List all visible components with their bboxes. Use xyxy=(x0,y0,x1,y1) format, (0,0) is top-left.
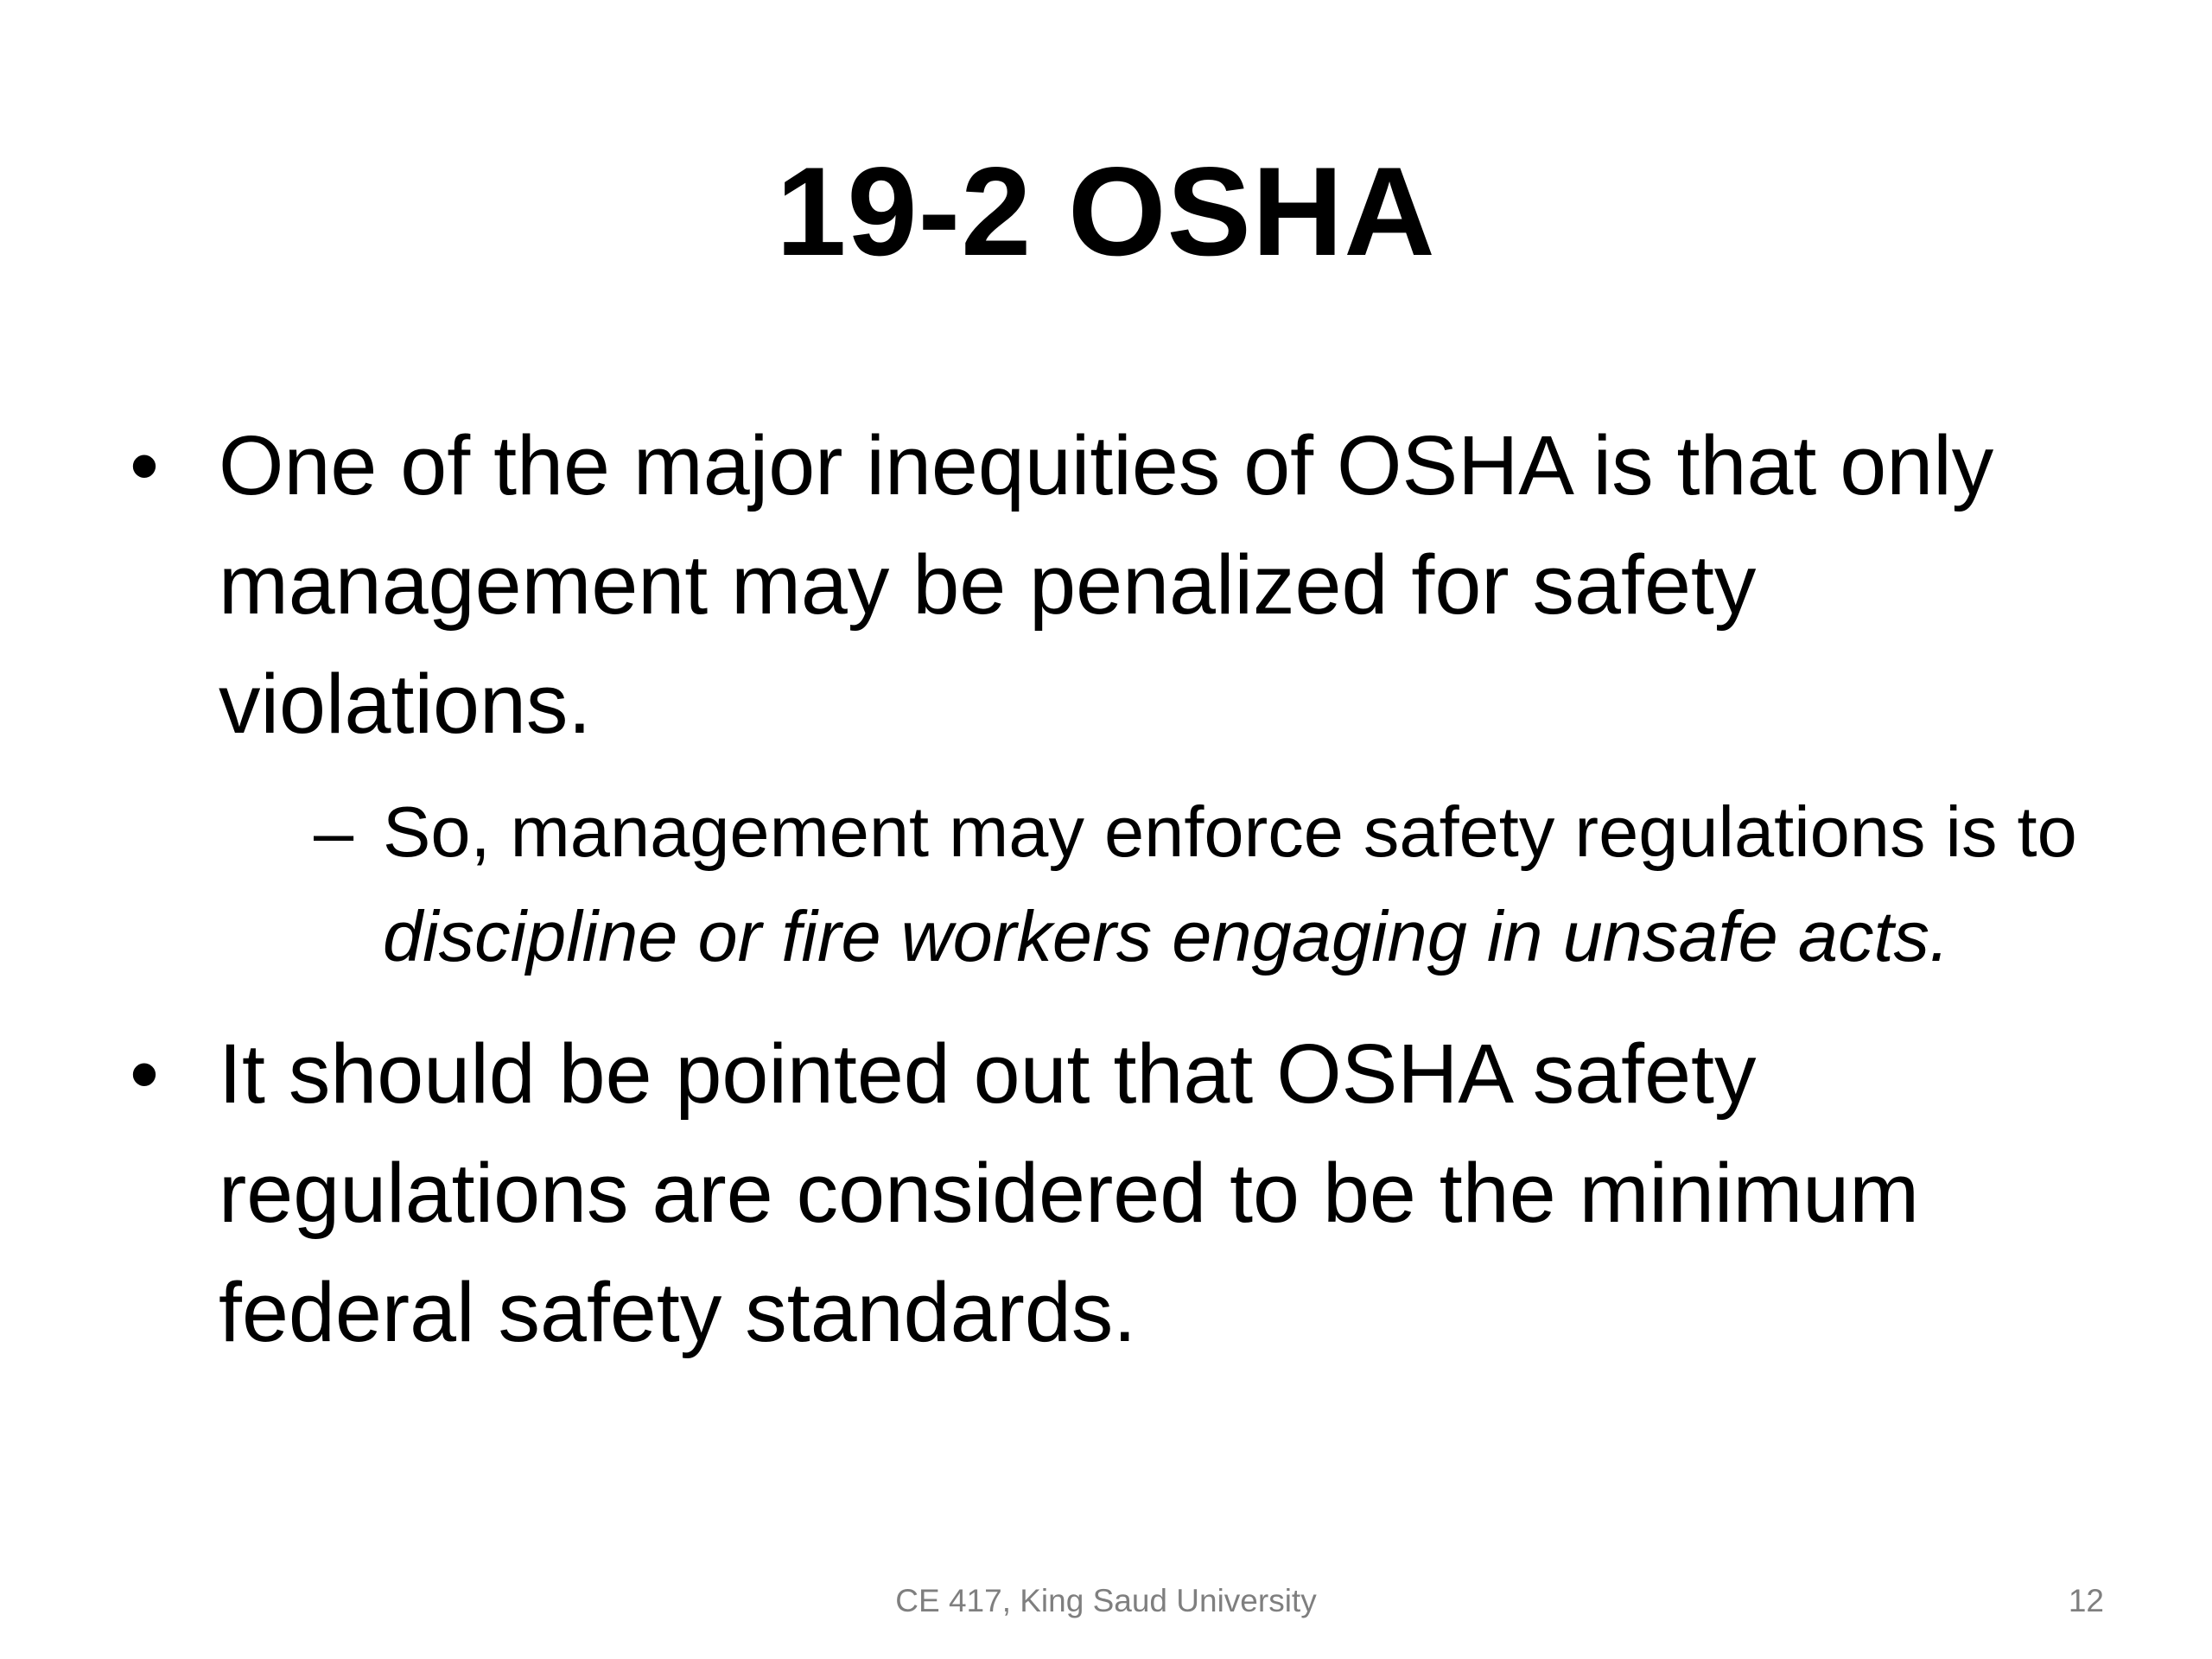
sub-bullet-text: So, management may enforce safety regulations is to xyxy=(383,791,2077,872)
sub-bullet-italic-text: discipline or fire workers engaging in unsafe acts. xyxy=(383,896,1950,976)
sub-bullet-item xyxy=(314,779,2117,988)
bullet-marker: • xyxy=(130,1027,159,1121)
slide-content xyxy=(130,406,2117,1372)
slide-footer: CE 417, King Saud University xyxy=(895,1583,1317,1618)
bullet-text: One of the major inequities of OSHA is that only management may be penalized for safety violations. xyxy=(219,418,1994,751)
page-number: 12 xyxy=(2068,1583,2104,1618)
bullet-item xyxy=(130,1014,2117,1372)
bullet-text: It should be pointed out that OSHA safety regulations are considered to be the minimum federal safety standards. xyxy=(219,1027,1919,1359)
bullet-marker: • xyxy=(130,418,159,512)
bullet-item xyxy=(130,406,2117,764)
sub-bullet-marker: – xyxy=(314,791,354,872)
slide-title: 19-2 OSHA xyxy=(776,141,1436,282)
